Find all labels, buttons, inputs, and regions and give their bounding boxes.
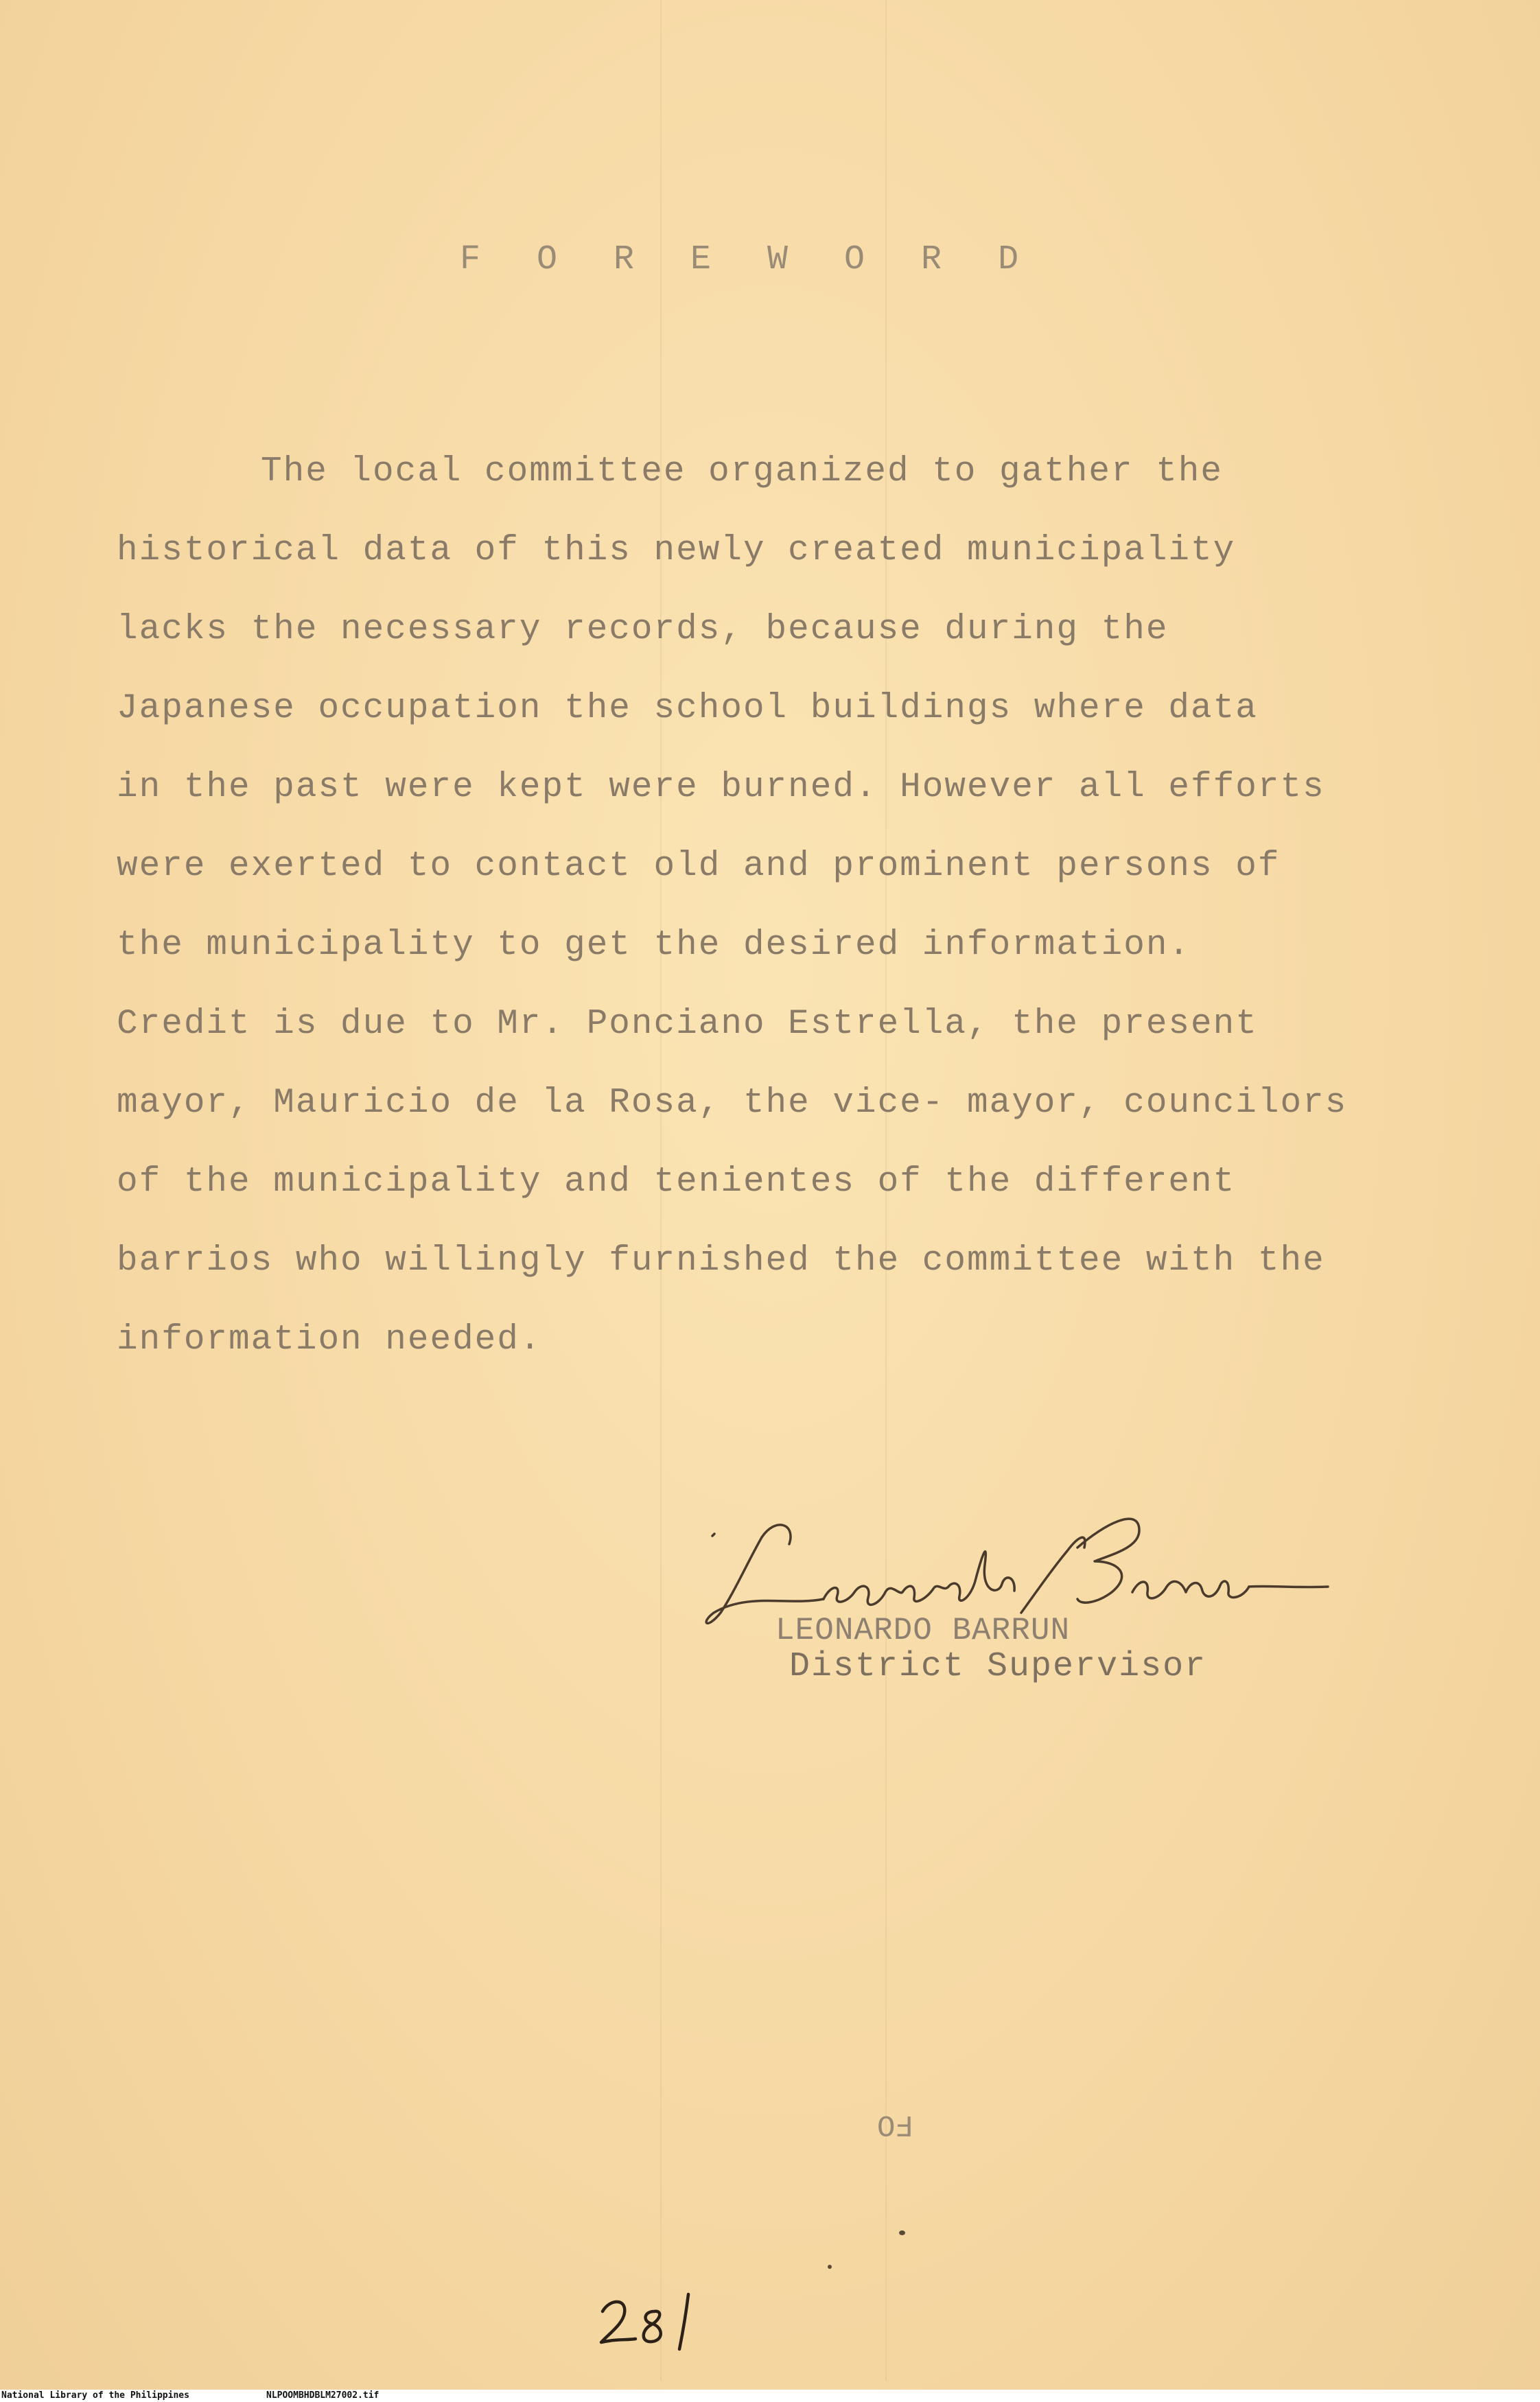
signatory-name: LEONARDO BARRUN	[775, 1613, 1071, 1648]
paragraph-line: The local committee organized to gather the	[261, 452, 1224, 491]
ink-speck	[828, 2265, 832, 2269]
paragraph-line: in the past were kept were burned. However all efforts	[117, 768, 1325, 807]
paragraph-line: lacks the necessary records, because during the	[117, 610, 1169, 649]
paragraph-line: historical data of this newly created municipality	[117, 531, 1236, 570]
handwritten-page-number	[596, 2291, 705, 2356]
paragraph-line: the municipality to get the desired information.	[117, 926, 1191, 965]
footer-filename: NLPOOMBHDBLM27002.tif	[266, 2390, 380, 2401]
footer-bar	[0, 2390, 1540, 2402]
paragraph-line: Japanese occupation the school buildings where data	[117, 689, 1258, 728]
paragraph-line: Credit is due to Mr. Ponciano Estrella, the present	[117, 1005, 1258, 1044]
signatory-title: District Supervisor	[789, 1647, 1207, 1686]
handwritten-number-281	[596, 2291, 705, 2353]
paragraph-line: barrios who willingly furnished the committee with the	[117, 1241, 1325, 1281]
signature-block	[693, 1496, 1345, 1702]
paragraph-line: of the municipality and tenientes of the different	[117, 1163, 1236, 1202]
page-mark: FO	[877, 2107, 913, 2141]
paragraph-line: mayor, Mauricio de la Rosa, the vice- mayor, councilors	[117, 1084, 1348, 1123]
document-title: F O R E W O R D	[460, 240, 1037, 279]
ink-speck	[899, 2230, 905, 2235]
paragraph-line: were exerted to contact old and prominent persons of	[117, 847, 1281, 886]
footer-library: National Library of the Philippines	[1, 2390, 189, 2401]
foreword-paragraph	[117, 432, 1421, 1379]
paragraph-line: information needed.	[117, 1320, 542, 1360]
